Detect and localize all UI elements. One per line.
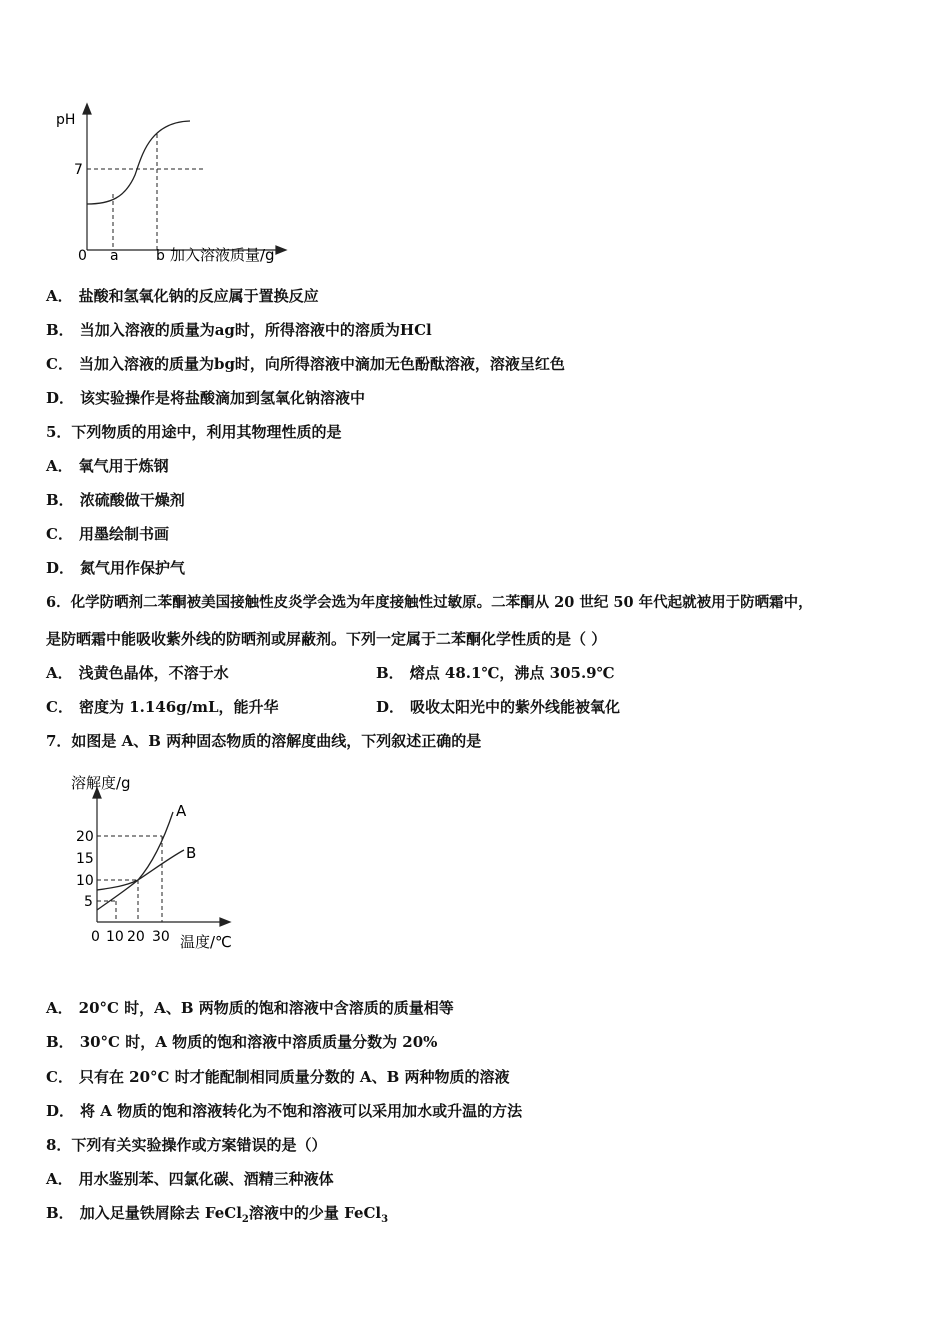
option-label: A． <box>46 287 73 305</box>
option-text: 密度为 1.146g/mL，能升华 <box>78 698 279 716</box>
option-text: 当加入溶液的质量为ag时，所得溶液中的溶质为HCl <box>79 321 432 339</box>
q7-option-a <box>46 998 454 1018</box>
subscript: 2 <box>241 1214 249 1225</box>
q6-option-a <box>46 663 229 683</box>
ph-7-label: 7 <box>74 162 83 178</box>
subscript: 3 <box>381 1214 389 1225</box>
q4-option-d <box>46 388 365 408</box>
option-text: 氮气用作保护气 <box>80 559 186 577</box>
sol-y-tick-15: 15 <box>76 851 94 867</box>
q7-stem: 7．如图是 A、B 两种固态物质的溶解度曲线，下列叙述正确的是 <box>46 732 482 750</box>
option-label: A． <box>46 457 73 475</box>
option-text: 只有在 20°C 时才能配制相同质量分数的 A、B 两种物质的溶液 <box>78 1068 510 1086</box>
q6-option-d <box>376 697 620 717</box>
sol-x-tick-10: 10 <box>106 929 124 945</box>
ph-x-label: 加入溶液质量/g <box>170 246 275 264</box>
q4-option-c <box>46 354 565 374</box>
option-text: 溶液中的少量 FeCl <box>248 1204 382 1222</box>
option-label: B． <box>46 1033 74 1051</box>
option-text: 加入足量铁屑除去 FeCl <box>79 1204 242 1222</box>
q8-option-b <box>46 1203 388 1230</box>
option-label: A． <box>46 1170 73 1188</box>
sol-curve-b <box>97 850 184 890</box>
option-label: A． <box>46 664 73 682</box>
ph-y-arrow <box>83 104 91 114</box>
sol-curve-b-label: B <box>186 844 197 862</box>
q6-stem-line2: 是防晒霜中能吸收紫外线的防晒剂或屏蔽剂。下列一定属于二苯酮化学性质的是（ ） <box>46 630 607 648</box>
option-label: B． <box>376 664 404 682</box>
option-text: 氧气用于炼钢 <box>78 457 169 475</box>
q8-stem: 8．下列有关实验操作或方案错误的是（） <box>46 1136 327 1154</box>
option-text: 用水鉴别苯、四氯化碳、酒精三种液体 <box>78 1170 334 1188</box>
ph-y-label: pH <box>56 112 76 128</box>
option-text: 该实验操作是将盐酸滴加到氢氧化钠溶液中 <box>80 389 366 407</box>
option-text: 熔点 48.1℃，沸点 305.9℃ <box>409 664 615 682</box>
q5-stem: 5．下列物质的用途中，利用其物理性质的是 <box>46 423 342 441</box>
option-label: D． <box>376 698 405 716</box>
q8-option-a <box>46 1169 334 1189</box>
q6-stem-line1: 6．化学防晒剂二苯酮被美国接触性皮炎学会选为年度接触性过敏原。二苯酮从 20 世纪 50 年代起就被用于防晒霜中， <box>46 594 813 611</box>
q7-option-d <box>46 1101 522 1121</box>
q5-option-a <box>46 456 169 476</box>
q6-option-b <box>376 663 615 683</box>
sol-y-label: 溶解度/g <box>71 774 131 792</box>
ph-curve <box>87 121 190 204</box>
sol-x-tick-20: 20 <box>127 929 145 945</box>
sol-y-tick-5: 5 <box>84 894 93 910</box>
option-text: 30°C 时，A 物质的饱和溶液中溶质质量分数为 20% <box>79 1033 438 1051</box>
q4-option-a <box>46 286 319 306</box>
q7-option-c <box>46 1067 509 1087</box>
sol-y-tick-20: 20 <box>76 829 94 845</box>
q5-option-b <box>46 490 185 510</box>
ph-x-tick-0: 0 <box>78 248 87 264</box>
option-label: C． <box>46 355 73 373</box>
option-text: 吸收太阳光中的紫外线能被氧化 <box>410 698 621 716</box>
option-text: 将 A 物质的饱和溶液转化为不饱和溶液可以采用加水或升温的方法 <box>80 1102 523 1120</box>
ph-x-tick-b: b <box>156 248 165 264</box>
sol-curve-a-label: A <box>176 802 187 820</box>
q4-option-b <box>46 320 432 340</box>
ph-x-tick-a: a <box>110 248 119 264</box>
option-label: C． <box>46 698 73 716</box>
option-text: 浓硫酸做干燥剂 <box>79 491 185 509</box>
q5-option-d <box>46 558 185 578</box>
sol-y-tick-10: 10 <box>76 873 94 889</box>
solubility-chart <box>66 768 256 958</box>
option-label: D． <box>46 1102 75 1120</box>
option-label: B． <box>46 491 74 509</box>
sol-dashed-lines <box>97 836 162 922</box>
option-text: 浅黄色晶体，不溶于水 <box>78 664 229 682</box>
option-text: 20°C 时，A、B 两物质的饱和溶液中含溶质的质量相等 <box>78 999 454 1017</box>
ph-chart <box>50 100 300 270</box>
sol-x-tick-0: 0 <box>91 929 100 945</box>
option-label: C． <box>46 1068 73 1086</box>
sol-x-label: 温度/℃ <box>180 933 232 951</box>
option-text: 盐酸和氢氧化钠的反应属于置换反应 <box>78 287 319 305</box>
q5-option-c <box>46 524 169 544</box>
option-text: 当加入溶液的质量为bg时，向所得溶液中滴加无色酚酞溶液，溶液呈红色 <box>78 355 565 373</box>
option-label: D． <box>46 389 75 407</box>
option-label: C． <box>46 525 73 543</box>
q6-option-c <box>46 697 279 717</box>
option-text: 用墨绘制书画 <box>78 525 169 543</box>
ph-x-arrow <box>276 246 286 254</box>
sol-x-tick-30: 30 <box>152 929 170 945</box>
sol-x-arrow <box>220 918 230 926</box>
option-label: A． <box>46 999 73 1017</box>
option-label: B． <box>46 321 74 339</box>
option-label: B． <box>46 1204 74 1222</box>
option-label: D． <box>46 559 75 577</box>
q7-option-b <box>46 1032 437 1052</box>
